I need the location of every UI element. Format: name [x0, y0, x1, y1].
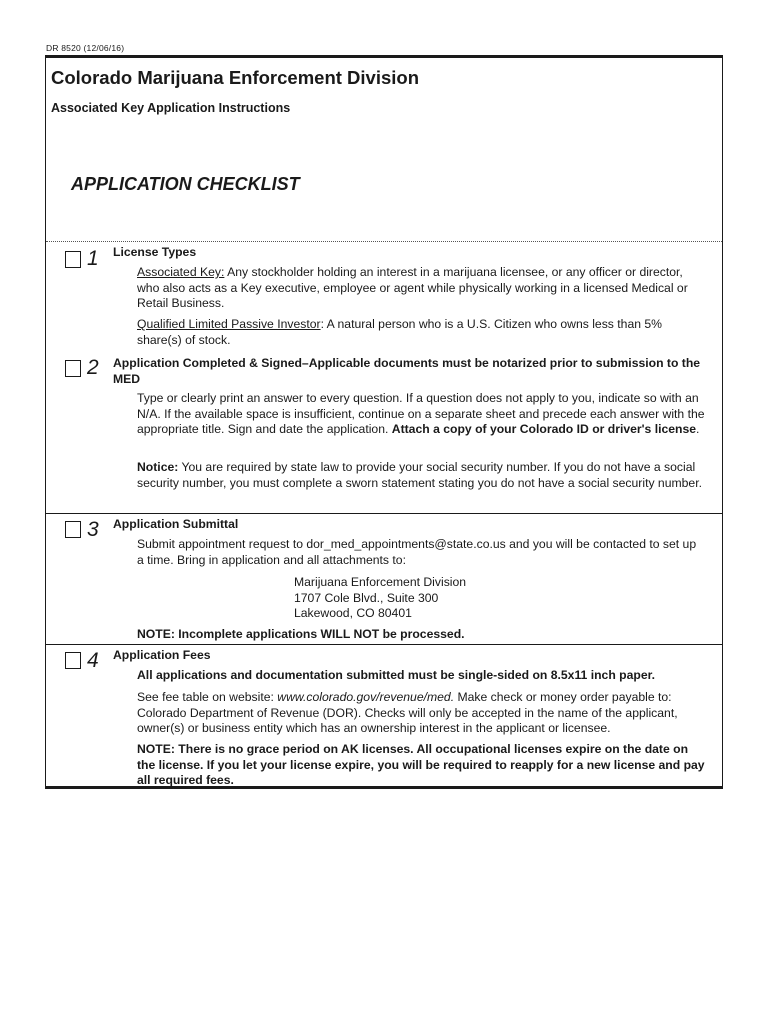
- term-label: Associated Key:: [137, 265, 225, 279]
- step-number: 3: [87, 518, 99, 541]
- section-title: Application Fees: [113, 648, 211, 662]
- checkbox-3[interactable]: [65, 521, 81, 538]
- step-number: 4: [87, 649, 99, 672]
- checklist-section-4: [46, 644, 722, 789]
- section-paragraph: [137, 265, 706, 312]
- section-paragraph: All applications and documentation submitted must be single-sided on 8.5x11 inch paper.: [137, 668, 656, 682]
- section-paragraph: [137, 460, 706, 491]
- checklist-section-2: [46, 356, 722, 513]
- paragraph-text: Any stockholder holding an interest in a marijuana licensee, or any officer or director, who also acts as a Key executive, employee or agent while physically working in a licensed Medical or Retail Business.: [137, 265, 688, 311]
- form-box: [45, 55, 723, 789]
- step-number: 1: [87, 247, 99, 270]
- checkbox-2[interactable]: [65, 360, 81, 377]
- notice-label: Notice:: [137, 460, 179, 474]
- paragraph-text: Type or clearly print an answer to every question. If a question does not apply to you, indicate so with an N/A. If the available space is insufficient, continue on a separate sheet and precede each answer with the appropriate title. Sign and date the application.: [137, 391, 705, 437]
- paragraph-text: Make check or money order payable to: Colorado Department of Revenue (DOR). Checks will only be accepted in the name of the applicant, owner(s) or business entity which has an ownership interest in the applicant or licensee.: [137, 690, 678, 736]
- section-paragraph: [137, 391, 706, 438]
- section-title: Application Completed & Signed–Applicable documents must be notarized prior to submission to the MED: [113, 356, 701, 386]
- section-paragraph: [137, 317, 706, 348]
- paragraph-text: You are required by state law to provide your social security number. If you do not have a social security number, you must complete a sworn statement stating you do not have a social security number.: [137, 460, 702, 490]
- paragraph-text: See fee table on website:: [137, 690, 278, 704]
- term-label: Qualified Limited Passive Investor: [137, 317, 321, 331]
- section-title: Application Submittal: [113, 517, 239, 531]
- section-paragraph: [137, 537, 706, 568]
- checklist-section-3: [46, 513, 722, 644]
- page-title: Colorado Marijuana Enforcement Division: [51, 67, 420, 88]
- paragraph-text: : A natural person who is a U.S. Citizen who owns less than 5% share(s) of stock.: [137, 317, 663, 347]
- address-line: Lakewood, CO 80401: [294, 606, 412, 621]
- section-title: License Types: [113, 245, 197, 259]
- fee-table-link[interactable]: www.colorado.gov/revenue/med.: [277, 690, 455, 704]
- mailing-address: [294, 575, 466, 622]
- checkbox-4[interactable]: [65, 652, 81, 669]
- form-id: DR 8520 (12/06/16): [46, 43, 125, 53]
- paragraph-emphasis: Attach a copy of your Colorado ID or driver's license: [391, 422, 697, 437]
- paragraph-text: Submit appointment request to dor_med_appointments@state.co.us and you will be contacted to set up a time. Bring in application and all attachments to:: [137, 537, 697, 567]
- checklist-section-1: [46, 242, 722, 356]
- step-number: 2: [87, 356, 99, 379]
- address-line: 1707 Cole Blvd., Suite 300: [294, 590, 439, 605]
- section-note: NOTE: Incomplete applications WILL NOT be processed.: [137, 627, 465, 641]
- address-line: Marijuana Enforcement Division: [294, 575, 467, 589]
- section-paragraph: [137, 690, 706, 737]
- paragraph-end: .: [696, 422, 700, 437]
- page-subtitle: Associated Key Application Instructions: [51, 101, 291, 115]
- section-note: NOTE: There is no grace period on AK licenses. All occupational licenses expire on the date on the license. If you let your license expire, you will be required to reapply for a new license and pay all required fees.: [137, 742, 705, 788]
- checkbox-1[interactable]: [65, 251, 81, 268]
- checklist-heading: APPLICATION CHECKLIST: [71, 174, 300, 194]
